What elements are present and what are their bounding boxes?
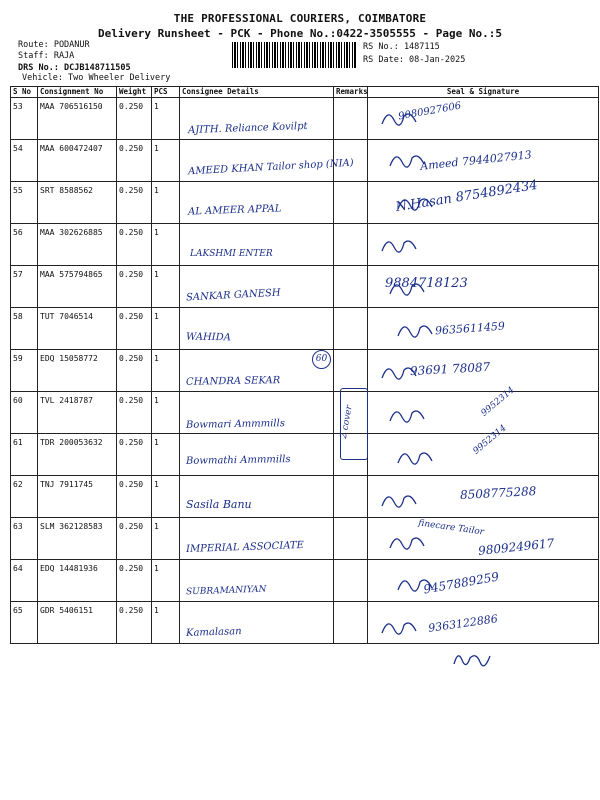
row-consignee	[180, 182, 334, 224]
row-consignment	[38, 434, 117, 476]
staff-label: Staff: RAJA	[18, 51, 75, 61]
runsheet-title: THE PROFESSIONAL COURIERS, COIMBATORE	[173, 12, 427, 25]
row-weight	[117, 392, 152, 434]
row-weight	[117, 602, 152, 644]
row-consignee	[180, 224, 334, 266]
table-row	[11, 266, 599, 308]
row-weight	[117, 98, 152, 140]
vehicle-label: Vehicle: Two Wheeler Delivery	[22, 73, 171, 83]
signature-phone-handwriting: 9080927606	[397, 100, 463, 123]
col-consignment: Consignment No	[38, 87, 117, 98]
consignee-handwriting: AJITH. Reliance Kovilpt	[187, 120, 308, 137]
row-sno	[11, 266, 38, 308]
row-consignment	[38, 392, 117, 434]
row-consignment	[38, 518, 117, 560]
col-pcs: PCS	[152, 87, 180, 98]
consignee-handwriting: Bowmathi Ammmills	[185, 454, 291, 468]
row-sno	[11, 182, 38, 224]
signature-phone-handwriting: 9635611459	[434, 319, 506, 338]
row-weight	[117, 224, 152, 266]
row-weight-text: 0.250	[119, 438, 144, 447]
row-pcs	[152, 518, 180, 560]
signature-scribble	[388, 148, 428, 172]
route-label: Route: PODANUR	[18, 40, 90, 50]
row-consignment	[38, 602, 117, 644]
row-weight	[117, 308, 152, 350]
consignee-handwriting: LAKSHMI ENTER	[190, 249, 273, 260]
row-sno-text: 54	[13, 144, 23, 153]
signature-phone-handwriting: N.Hasan 8754892434	[394, 177, 539, 215]
row-weight	[117, 518, 152, 560]
signature-phone-handwriting: 9884718123	[385, 275, 468, 291]
row-consignment-text: MAA 575794865	[40, 270, 103, 279]
signature-phone-handwriting: 9952314	[471, 423, 509, 457]
consignee-handwriting: SUBRAMANIYAN	[185, 584, 267, 598]
row-sno-text: 55	[13, 186, 23, 195]
col-weight: Weight	[117, 87, 152, 98]
row-sno-text: 63	[13, 522, 23, 531]
row-pcs	[152, 98, 180, 140]
cover-note: 2 cover	[339, 404, 355, 440]
row-pcs-text: 1	[154, 522, 159, 531]
row-weight	[117, 476, 152, 518]
row-pcs	[152, 476, 180, 518]
consignee-handwriting: Bowmari Ammmills	[185, 417, 286, 431]
row-sno	[11, 392, 38, 434]
table-row	[11, 602, 599, 644]
consignee-handwriting: Kamalasan	[185, 625, 242, 639]
row-consignment	[38, 98, 117, 140]
signature-scribble	[380, 106, 420, 130]
table-row	[11, 434, 599, 476]
signature-scribble	[396, 572, 436, 596]
row-consignment-text: TNJ 7911745	[40, 480, 93, 489]
consignee-handwriting: CHANDRA SEKAR	[185, 375, 281, 389]
row-consignee	[180, 308, 334, 350]
row-sno-text: 64	[13, 564, 23, 573]
row-consignment	[38, 308, 117, 350]
signature-phone-handwriting: 9809249617	[477, 536, 555, 558]
row-pcs-text: 1	[154, 102, 159, 111]
row-weight-text: 0.250	[119, 102, 144, 111]
barcode-image	[232, 42, 356, 68]
row-remarks	[334, 266, 368, 308]
row-sno	[11, 602, 38, 644]
row-consignment-text: GDR 5406151	[40, 606, 93, 615]
row-consignment	[38, 182, 117, 224]
table-header-row	[11, 87, 599, 98]
signature-phone-handwriting: 9457889259	[422, 569, 500, 597]
signature-scribble	[388, 530, 428, 554]
row-weight-text: 0.250	[119, 186, 144, 195]
col-signature: Seal & Signature	[368, 87, 599, 98]
row-pcs-text: 1	[154, 606, 159, 615]
row-pcs	[152, 350, 180, 392]
row-remarks	[334, 308, 368, 350]
row-consignment-text: MAA 302626885	[40, 228, 103, 237]
drs-number: DRS No.: DCJB148711505	[18, 63, 131, 73]
row-weight	[117, 140, 152, 182]
signature-phone-handwriting: 93691 78087	[409, 360, 491, 379]
row-remarks	[334, 476, 368, 518]
row-pcs-text: 1	[154, 312, 159, 321]
signature-phone-handwriting: Ameed 7944027913	[419, 148, 533, 174]
consignee-handwriting: SANKAR GANESH	[185, 287, 281, 304]
table-row	[11, 224, 599, 266]
signature-scribble	[396, 445, 436, 469]
row-pcs	[152, 308, 180, 350]
row-consignment-text: SLM 362128583	[40, 522, 103, 531]
rs-number: RS No.: 1487115	[363, 42, 440, 52]
row-weight-text: 0.250	[119, 354, 144, 363]
row-pcs	[152, 140, 180, 182]
row-weight-text: 0.250	[119, 312, 144, 321]
row-pcs-text: 1	[154, 186, 159, 195]
row-sno	[11, 224, 38, 266]
row-pcs	[152, 392, 180, 434]
row-weight-text: 0.250	[119, 522, 144, 531]
row-remarks	[334, 518, 368, 560]
rs-date: RS Date: 08-Jan-2025	[363, 55, 466, 65]
col-consignee: Consignee Details	[180, 87, 334, 98]
row-pcs-text: 1	[154, 396, 159, 405]
row-remarks	[334, 602, 368, 644]
row-pcs-text: 1	[154, 354, 159, 363]
row-pcs	[152, 434, 180, 476]
row-sno-text: 56	[13, 228, 23, 237]
row-remarks	[334, 350, 368, 392]
row-sno-text: 60	[13, 396, 23, 405]
row-sno	[11, 434, 38, 476]
stamp-text: finecare Tailor	[417, 518, 485, 538]
row-sno	[11, 98, 38, 140]
row-pcs	[152, 266, 180, 308]
row-remarks	[334, 98, 368, 140]
row-weight-text: 0.250	[119, 606, 144, 615]
row-consignment-text: SRT 8588562	[40, 186, 93, 195]
row-weight-text: 0.250	[119, 228, 144, 237]
signature-phone-handwriting: 9952314	[479, 385, 517, 419]
row-weight-text: 0.250	[119, 396, 144, 405]
row-weight-text: 0.250	[119, 144, 144, 153]
row-consignment-text: TVL 2418787	[40, 396, 93, 405]
row-consignment-text: MAA 600472407	[40, 144, 103, 153]
row-pcs-text: 1	[154, 270, 159, 279]
row-remarks	[334, 224, 368, 266]
signature-phone-handwriting: 8508775288	[459, 483, 537, 502]
row-sno-text: 57	[13, 270, 23, 279]
row-pcs	[152, 560, 180, 602]
row-sno	[11, 476, 38, 518]
signature-scribble	[388, 276, 428, 300]
row-sno	[11, 518, 38, 560]
row-sno-text: 58	[13, 312, 23, 321]
row-consignment	[38, 140, 117, 182]
col-remarks: Remarks	[334, 87, 368, 98]
row-weight	[117, 266, 152, 308]
row-weight	[117, 434, 152, 476]
row-consignment-text: EDQ 14481936	[40, 564, 98, 573]
row-pcs-text: 1	[154, 480, 159, 489]
col-sno: S No	[11, 87, 38, 98]
signature-scribble	[396, 191, 436, 215]
row-consignment	[38, 266, 117, 308]
row-sno	[11, 560, 38, 602]
circle-mark: 60	[312, 350, 331, 369]
row-consignee	[180, 476, 334, 518]
row-sno-text: 53	[13, 102, 23, 111]
signature-scribble	[380, 488, 420, 512]
row-pcs	[152, 224, 180, 266]
row-sno	[11, 308, 38, 350]
row-remarks	[334, 182, 368, 224]
row-consignment-text: EDQ 15058772	[40, 354, 98, 363]
row-weight-text: 0.250	[119, 270, 144, 279]
row-sno-text: 59	[13, 354, 23, 363]
row-sno-text: 61	[13, 438, 23, 447]
row-consignment-text: TUT 7046514	[40, 312, 93, 321]
row-weight	[117, 182, 152, 224]
signature-phone-handwriting: 9363122886	[427, 611, 499, 635]
row-pcs-text: 1	[154, 438, 159, 447]
row-pcs	[152, 182, 180, 224]
footer-signature	[452, 648, 492, 668]
signature-scribble	[380, 615, 420, 639]
row-weight-text: 0.250	[119, 480, 144, 489]
row-sno-text: 62	[13, 480, 23, 489]
row-consignment	[38, 224, 117, 266]
row-pcs-text: 1	[154, 144, 159, 153]
row-sno	[11, 350, 38, 392]
row-consignment	[38, 476, 117, 518]
table-row	[11, 308, 599, 350]
row-consignment	[38, 350, 117, 392]
signature-scribble	[380, 233, 420, 257]
consignee-handwriting: IMPERIAL ASSOCIATE	[185, 539, 305, 556]
consignee-handwriting: WAHIDA	[185, 331, 232, 344]
row-pcs-text: 1	[154, 564, 159, 573]
row-weight	[117, 350, 152, 392]
row-weight-text: 0.250	[119, 564, 144, 573]
row-pcs	[152, 602, 180, 644]
row-consignment-text: MAA 706516150	[40, 102, 103, 111]
consignee-handwriting: Sasila Banu	[186, 497, 252, 511]
consignee-handwriting: AMEED KHAN Tailor shop (NIA)	[187, 158, 354, 178]
row-sno-text: 65	[13, 606, 23, 615]
row-weight	[117, 560, 152, 602]
signature-scribble	[388, 403, 428, 427]
table-row	[11, 98, 599, 140]
row-remarks	[334, 560, 368, 602]
table-row	[11, 560, 599, 602]
row-pcs-text: 1	[154, 228, 159, 237]
runsheet-subtitle: Delivery Runsheet - PCK - Phone No.:0422-3505555 - Page No.:5	[98, 27, 502, 40]
row-sno	[11, 140, 38, 182]
signature-scribble	[380, 360, 420, 384]
row-consignment	[38, 560, 117, 602]
consignee-handwriting: AL AMEER APPAL	[187, 203, 282, 218]
signature-scribble	[396, 318, 436, 342]
row-consignment-text: TDR 200053632	[40, 438, 103, 447]
